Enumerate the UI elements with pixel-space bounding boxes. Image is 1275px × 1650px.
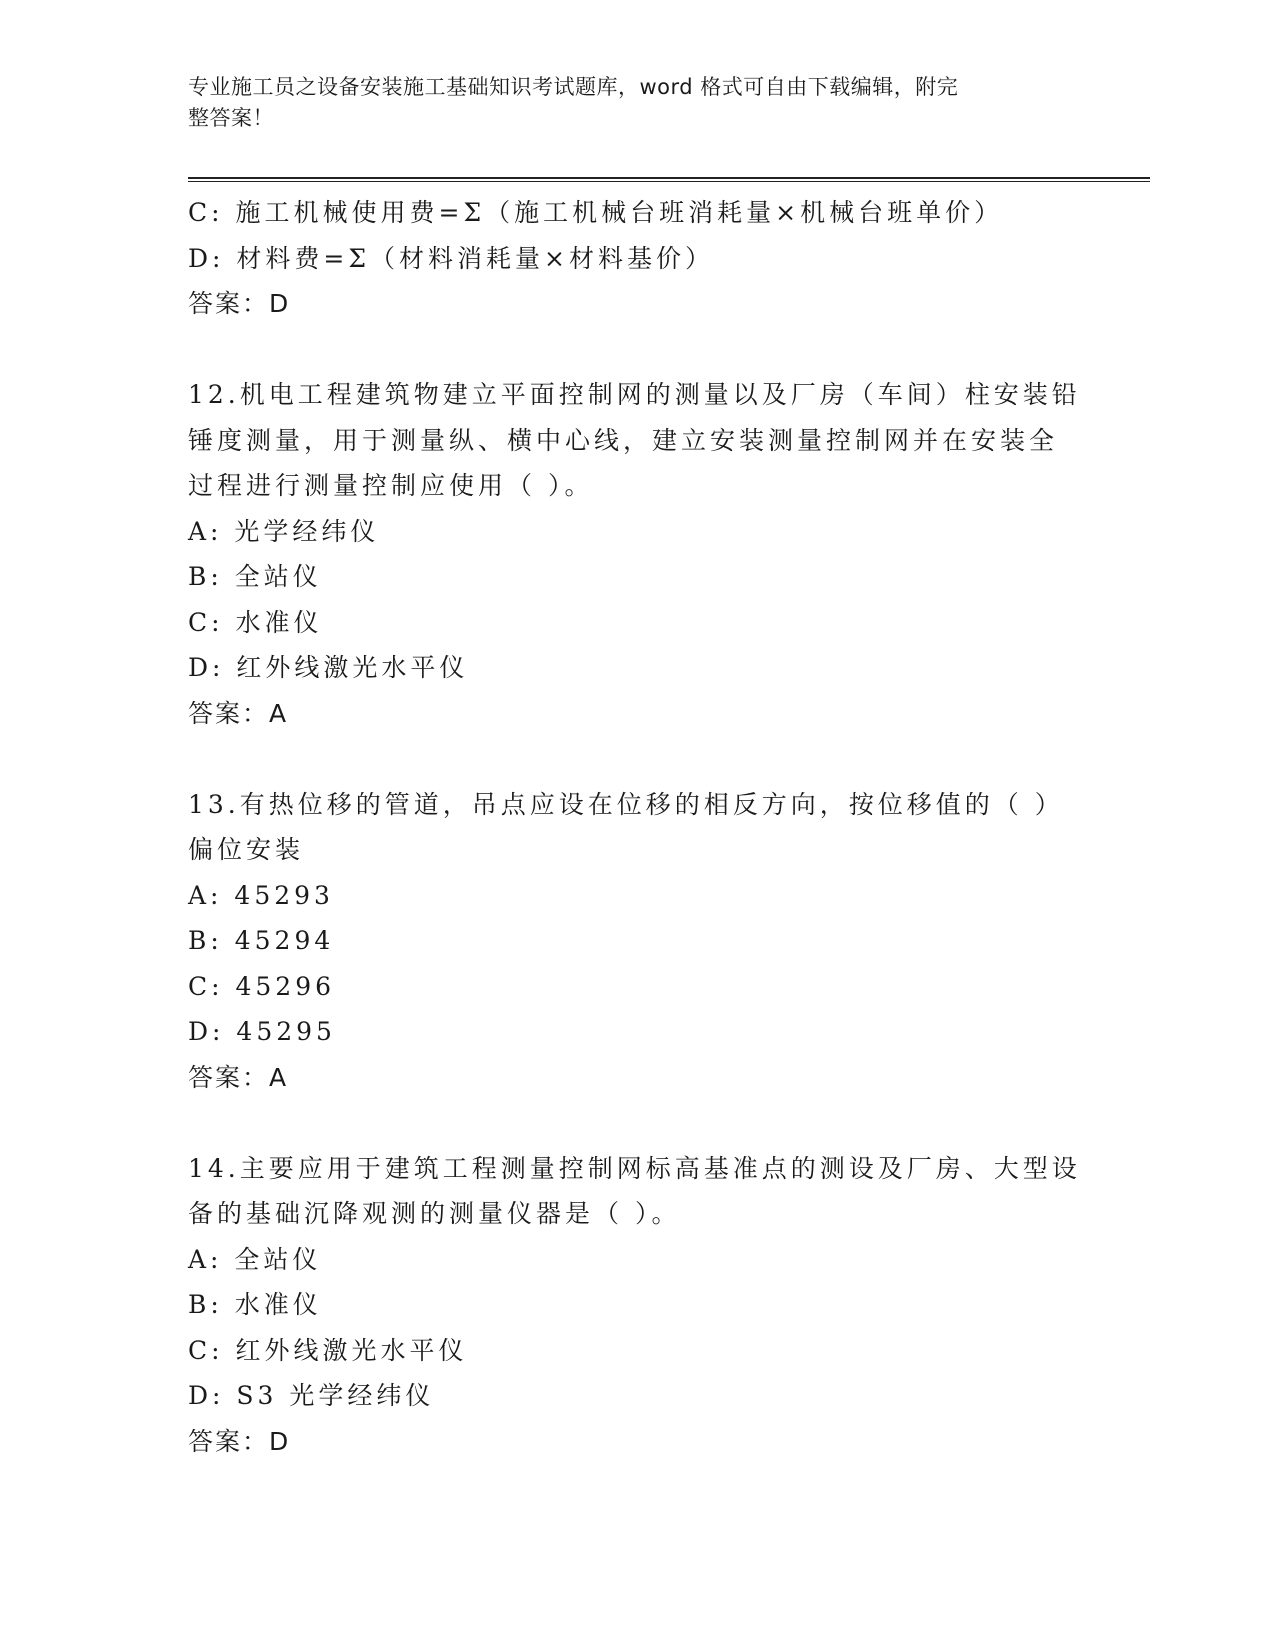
answer-line: 答案：D (188, 1426, 291, 1456)
header-line-1: 专业施工员之设备安装施工基础知识考试题库，word 格式可自由下载编辑，附完 (188, 75, 959, 99)
question-stem-line: 锤度测量，用于测量纵、横中心线，建立安装测量控制网并在安装全 (188, 425, 1059, 455)
question-stem-line: 13.有热位移的管道，吊点应设在位移的相反方向，按位移值的（ ） (188, 789, 1064, 819)
option-b: B: 45294 (188, 926, 335, 955)
option-a: A: 全站仪 (188, 1244, 322, 1274)
question-14 (188, 1146, 1088, 1465)
question-stem-line: 偏位安装 (188, 835, 305, 864)
option-c: C: 红外线激光水平仪 (188, 1335, 468, 1365)
question-stem-line: 14.主要应用于建筑工程测量控制网标高基准点的测设及厂房、大型设 (188, 1153, 1081, 1183)
question-stem-line: 备的基础沉降观测的测量仪器是（ ）。 (188, 1199, 681, 1228)
spacer (188, 736, 1088, 782)
question-stem-line: 过程进行测量控制应使用（ ）。 (188, 471, 594, 500)
option-d: D: 材料费=Σ（材料消耗量×材料基价） (188, 243, 714, 273)
spacer (188, 327, 1088, 373)
option-b: B: 水准仪 (188, 1290, 322, 1319)
header-line-2: 整答案！ (188, 106, 274, 130)
option-c: C: 45296 (188, 971, 336, 1001)
option-d: D: 45295 (188, 1017, 336, 1046)
previous-question-tail (188, 190, 1088, 327)
option-a: A: 45293 (188, 880, 334, 910)
option-d: D: 红外线激光水平仪 (188, 653, 469, 682)
answer-line: 答案：A (188, 698, 289, 728)
option-a: A: 光学经纬仪 (188, 516, 380, 546)
option-c: C: 施工机械使用费=Σ（施工机械台班消耗量×机械台班单价） (188, 198, 1004, 227)
answer-line: 答案：D (188, 289, 291, 318)
option-d: D: S3 光学经纬仪 (188, 1381, 435, 1410)
document-body (188, 190, 1088, 1464)
spacer (188, 1100, 1088, 1146)
header-divider (188, 177, 1150, 182)
question-stem-line: 12.机电工程建筑物建立平面控制网的测量以及厂房（车间）柱安装铅 (188, 380, 1081, 409)
page-header (188, 72, 1068, 134)
question-13 (188, 782, 1088, 1101)
question-12 (188, 372, 1088, 736)
option-b: B: 全站仪 (188, 562, 322, 591)
answer-line: 答案：A (188, 1062, 289, 1092)
option-c: C: 水准仪 (188, 607, 323, 637)
